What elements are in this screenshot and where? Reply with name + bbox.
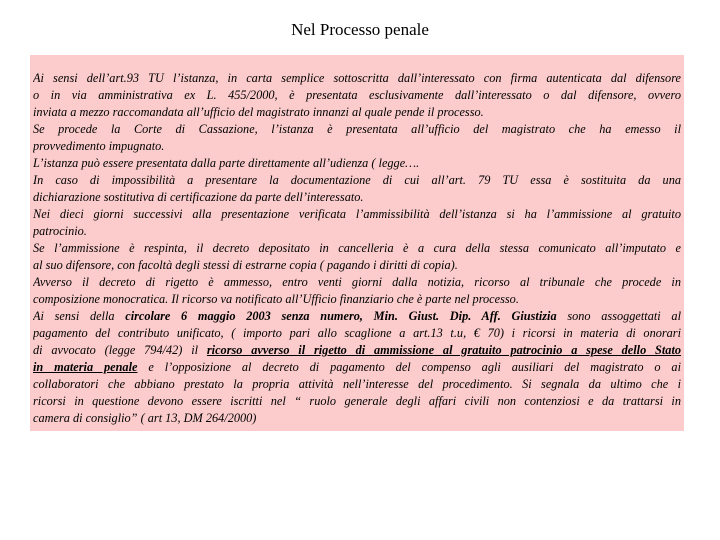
emphasized-text: in materia penale [33,360,138,374]
text-segment: di avvocato (legge 794/42) il [33,343,207,357]
text-line: ricorsi in questione devono essere iscritti nel “ ruolo generale degli affari civili non contenziosi e da trattarsi in [33,394,681,408]
text-line: Avverso il decreto di rigetto è ammesso, entro venti giorni dalla notizia, ricorso al tribunale che procede in [33,275,681,289]
text-segment: sono assoggettati al [556,309,681,323]
text-line: camera di consiglio” ( art 13, DM 264/2000) [33,411,257,425]
text-line: o in via amministrativa ex L. 455/2000, è presentata esclusivamente dall’interessato o dal difensore, ovvero [33,88,681,102]
text-segment: Ai sensi della [33,309,126,323]
text-line: pagamento del contributo unificato, ( importo pari allo scaglione a art.13 t.u, € 70) i ricorsi in materia di onorari [33,326,681,340]
text-line: L’istanza può essere presentata dalla parte direttamente all’udienza ( legge…. [33,156,420,170]
text-line: Se l’ammissione è respinta, il decreto depositato in cancelleria è a cura della stessa comunicato all’imputato e [33,241,681,255]
text-line: Nei dieci giorni successivi alla presentazione verificata l’ammissibilità dell’istanza si ha l’ammissione al gratuito [33,207,681,221]
text-line: collaboratori che abbiano prestato la propria attività nell’interesse del procedimento. Si segnala da ultimo che i [33,377,681,391]
text-line [33,342,681,359]
text-line: Se procede la Corte di Cassazione, l’istanza è presentata all’ufficio del magistrato che ha emesso il [33,122,681,136]
text-line: patrocinio. [33,224,87,238]
text-line: al suo difensore, con facoltà degli stessi di estrarne copia ( pagando i diritti di copia). [33,258,458,272]
text-line: composizione monocratica. Il ricorso va notificato all’Ufficio finanziario che è parte nel processo. [33,292,519,306]
text-line: provvedimento impugnato. [33,139,165,153]
text-box [30,55,684,431]
page-title: Nel Processo penale [291,20,429,39]
text-line: inviata a mezzo raccomandata all’ufficio del magistrato innanzi al quale pende il processo. [33,105,484,119]
text-segment: e l’opposizione al decreto di pagamento del compenso agli ausiliari del magistrato o ai [137,360,681,374]
text-line: dichiarazione sostitutiva di certificazione da parte dell’interessato. [33,190,364,204]
text-line [33,359,681,376]
text-line: In caso di impossibilità a presentare la documentazione di cui all’art. 79 TU essa è sostituita da una [33,173,681,187]
circolare-reference: circolare 6 maggio 2003 senza numero, Min. Giust. Dip. Aff. Giustizia [125,309,557,323]
text-line [33,308,681,325]
text-line: Ai sensi dell’art.93 TU l’istanza, in carta semplice sottoscritta dall’interessato con firma autenticata dal difensore [33,71,681,85]
emphasized-text: ricorso avverso il rigetto di ammissione al gratuito patrocinio a spese dello Stato [206,343,681,357]
